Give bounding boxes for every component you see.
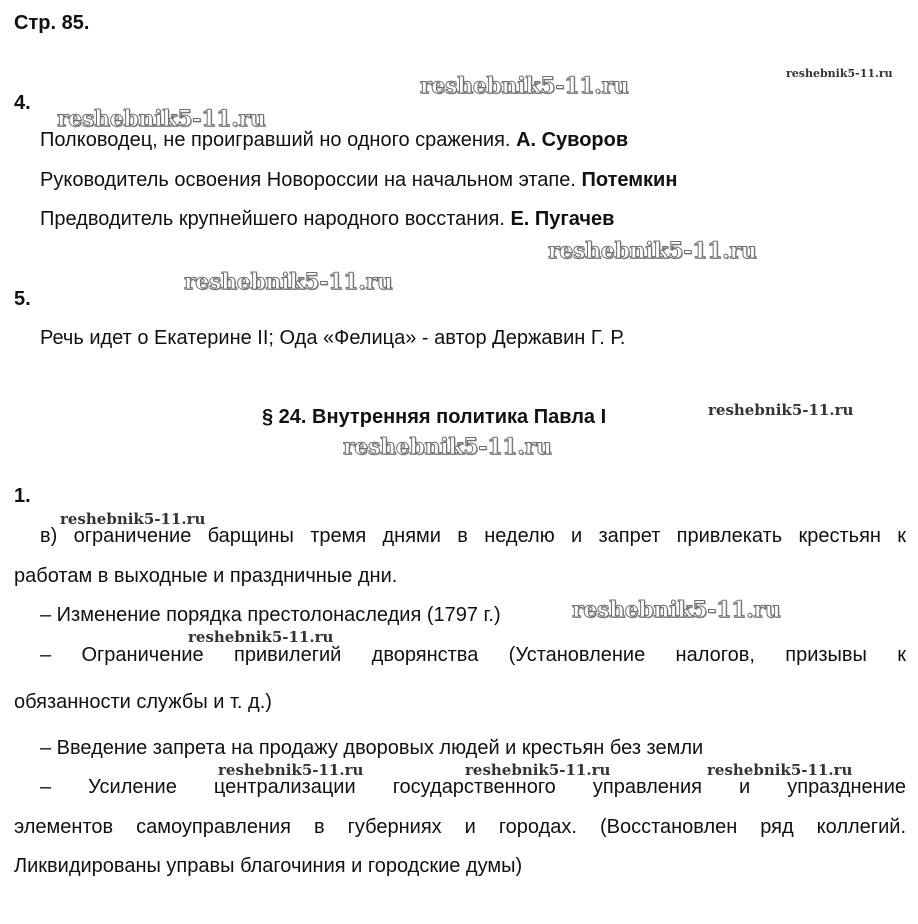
s1-item-3: – Введение запрета на продажу дворовых людей и крестьян без земли xyxy=(40,737,704,759)
watermark: reshebnik5-11.ru xyxy=(572,597,781,623)
s1-item-4-line-1: – Усиление централизации государственного управления и упразднение xyxy=(40,776,906,798)
page-header: Стр. 85. xyxy=(14,12,90,34)
watermark: reshebnik5-11.ru xyxy=(420,73,629,99)
section-question-1-number: 1. xyxy=(14,485,31,507)
section-title: § 24. Внутренняя политика Павла I xyxy=(262,406,607,428)
watermark: reshebnik5-11.ru xyxy=(786,67,893,80)
q4-row-1-text: Полководец, не проигравший но одного сражения. xyxy=(40,129,511,151)
q4-row-3-text: Предводитель крупнейшего народного восстания. xyxy=(40,208,505,230)
watermark: reshebnik5-11.ru xyxy=(218,761,364,779)
q4-row-3-answer: Е. Пугачев xyxy=(510,208,615,230)
watermark: reshebnik5-11.ru xyxy=(188,628,334,646)
s1-item-4-line-2: элементов самоуправления в губерниях и городах. (Восстановлен ряд коллегий. xyxy=(14,816,906,838)
watermark: reshebnik5-11.ru xyxy=(465,761,611,779)
watermark: reshebnik5-11.ru xyxy=(707,761,853,779)
q5-text: Речь идет о Екатерине II; Ода «Фелица» - автор Державин Г. Р. xyxy=(40,327,626,349)
q4-row-1-answer: А. Суворов xyxy=(516,129,629,151)
watermark: reshebnik5-11.ru xyxy=(708,401,854,419)
watermark: reshebnik5-11.ru xyxy=(184,269,393,295)
question-4-number: 4. xyxy=(14,92,31,114)
s1-item-2-line-1: – Ограничение привилегий дворянства (Установление налогов, призывы к xyxy=(40,644,906,666)
s1-item-1: – Изменение порядка престолонаследия (1797 г.) xyxy=(40,604,501,626)
s1-item-2-line-2: обязанности службы и т. д.) xyxy=(14,691,272,713)
q4-row-2-answer: Потемкин xyxy=(581,169,678,191)
s1-item-4-line-3: Ликвидированы управы благочиния и городские думы) xyxy=(14,855,523,877)
watermark: reshebnik5-11.ru xyxy=(343,434,552,460)
watermark: reshebnik5-11.ru xyxy=(60,510,206,528)
watermark: reshebnik5-11.ru xyxy=(548,238,757,264)
s1-line-2: работам в выходные и праздничные дни. xyxy=(14,565,398,587)
q4-row-2-text: Руководитель освоения Новороссии на начальном этапе. xyxy=(40,169,576,191)
question-5-number: 5. xyxy=(14,288,31,310)
q4-row-1 xyxy=(40,129,628,152)
s1-line-1: в) ограничение барщины тремя днями в неделю и запрет привлекать крестьян к xyxy=(40,525,906,547)
q4-row-3 xyxy=(40,208,614,231)
watermark: reshebnik5-11.ru xyxy=(57,106,266,132)
q4-row-2 xyxy=(40,169,677,192)
